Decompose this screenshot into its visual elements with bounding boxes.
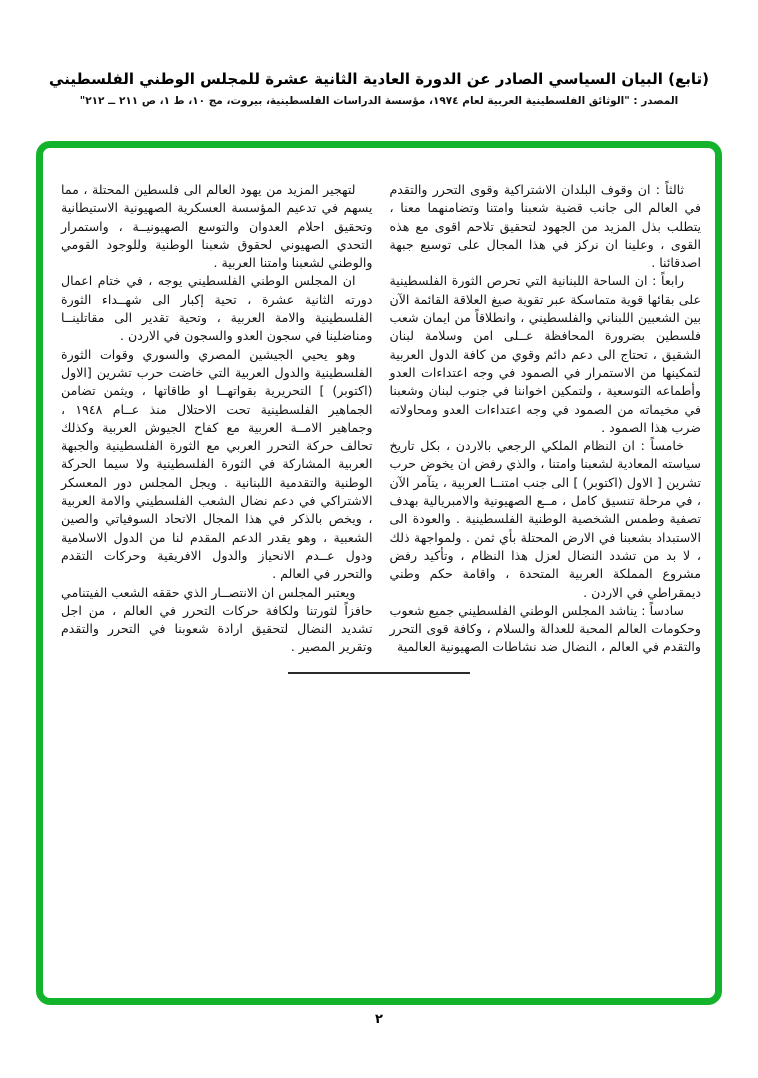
paragraph-thalithan: ثالثاً : ان وقوف البلدان الاشتراكية وقوى التحرر والتقدم في العالم الى جانب قضية شعبنا وامتنا وتضامنهما معنا ، يتطلب بذل المزيد من الجهود لتحقيق تلاحم اقوى مع هذه القوى ، وعلينا ان نركز في هذا المجال على توسيع جبهة اصدقائنا . [389, 182, 701, 271]
document-header [0, 0, 758, 107]
end-of-text-divider [288, 672, 470, 674]
page-number: ٢ [375, 1012, 383, 1027]
paragraph-armies-greeting: وهو يحيي الجيشين المصري والسوري وقوات الثورة الفلسطينية والدول العربية التي خاضت حرب تشرين [الاول (اكتوبر) ] التحريرية بقواتهــا او طاقاتها ، ويثمن تضامن الجماهير الفلسطينية تحت الاحتلال منذ عــام ١٩٤٨ ، وجماهير الامــة العربية مع كفاح الجيوش العربية وكذلك تحالف حركة التحرر العربي مع الثورة الفلسطينية والجبهة العربية المشاركة في الثورة الفلسطينية ولا سيما الحركة الوطنية والتقدمية اللبنانية . ويجل المجلس دور المعسكر الاشتراكي في دعم نضال الشعب الفلسطيني والامة العربية ، ويخص بالذكر في هذا المجال الاتحاد السوفياتي والصين الشعبية ، وهو يقدر الدعم المقدم لنا من الدول الاسلامية ودول عــدم الانحياز والدول الافريقية وحركات التقدم والتحرر في العالم . [61, 346, 373, 582]
column-left [61, 181, 373, 657]
paragraph-continuation: لتهجير المزيد من يهود العالم الى فلسطين المحتلة ، مما يسهم في تدعيم المؤسسة العسكرية الصهيونية الاستيطانية وتحقيق احلام العدوان والتوسع الصهيونيــة ، واستمرار التحدي الصهيوني لحقوق شعبنا الوطنية وللوجود القومي والوطني لشعبنا وامتنا العربية . [61, 182, 373, 271]
source-citation: المصدر : "الوثائق الفلسطينية العربية لعام ١٩٧٤، مؤسسة الدراسات الفلسطينية، بيروت، مج ١٠، ط ١، ص ٢١١ ــ ٢١٢" [79, 95, 679, 107]
paragraph-vietnam-victory: ويعتبر المجلس ان الانتصــار الذي حققه الشعب الفيتنامي حافزاً لثورتنا ولكافة حركات التحرر في العالم ، من اجل تشديد النضال لتحقيق ارادة شعوبنا في التحرر والتقدم وتقرير المصير . [61, 584, 373, 655]
paragraph-khamisan: خامساً : ان النظام الملكي الرجعي بالاردن ، بكل تاريخ سياسته المعادية لشعبنا وامتنا ، والذي رفض ان يخوض حرب تشرين [ الاول (اكتوبر) ] الى جنب امتنــا العربية ، يتآمر الآن ، في مرحلة تنسيق كامل ، مــع الصهيونية والامبريالية بهدف تصفية وطمس الشخصية الوطنية الفلسطينية . والعودة الى الاستبداد بشعبنا في الارض المحتلة بأي ثمن . ولمواجهة ذلك ، لا بد من تشدد النضال لعزل هذا النظام ، وتأكيد رفض مشروع المملكة العربية المتحدة ، واقامة حكم وطني ديمقراطي في الاردن . [389, 438, 701, 600]
paragraph-sadisan: سادساً : يناشد المجلس الوطني الفلسطيني جميع شعوب وحكومات العالم المحبة للعدالة والسلام ، وكافة قوى التحرر والتقدم في العالم ، النضال ضد نشاطات الصهيونية العالمية [389, 602, 701, 655]
text-columns [43, 148, 715, 657]
paragraph-council-salute: ان المجلس الوطني الفلسطيني يوجه ، في ختام اعمال دورته الثانية عشرة ، تحية إكبار الى شهــداء الثورة الفلسطينية والامة العربية ، وتحية تقدير الى مقاتلينــا ومناضلينا في سجون العدو والسجون في الاردن . [61, 273, 373, 344]
page-title: (تابع) البيان السياسي الصادر عن الدورة العادية الثانية عشرة للمجلس الوطني الفلسطيني [49, 70, 709, 88]
paragraph-rabian: رابعاً : ان الساحة اللبنانية التي تحرص الثورة الفلسطينية على بقائها قوية متماسكة عبر تقوية صيغ العلاقة القائمة الآن بين الشعبين اللبناني والفلسطيني ، وانطلاقاً من ايمان شعب فلسطين بضرورة المحافظة عــلى امن وسلامة لبنان الشقيق ، تحتاج الى دعم دائم وقوي من كافة الدول العربية لتمكينها من الاستمرار في الصمود في وجه اعتداءات العدو وأطماعه التوسعية ، ولتمكين اخواننا في جنوب لبنان وشعبنا في مخيماته من الصمود في وجه اعتداءات العدو ومحاولاته ضرب هذا الصمود . [389, 273, 701, 435]
column-right [390, 181, 702, 657]
content-border-box [36, 141, 722, 1005]
